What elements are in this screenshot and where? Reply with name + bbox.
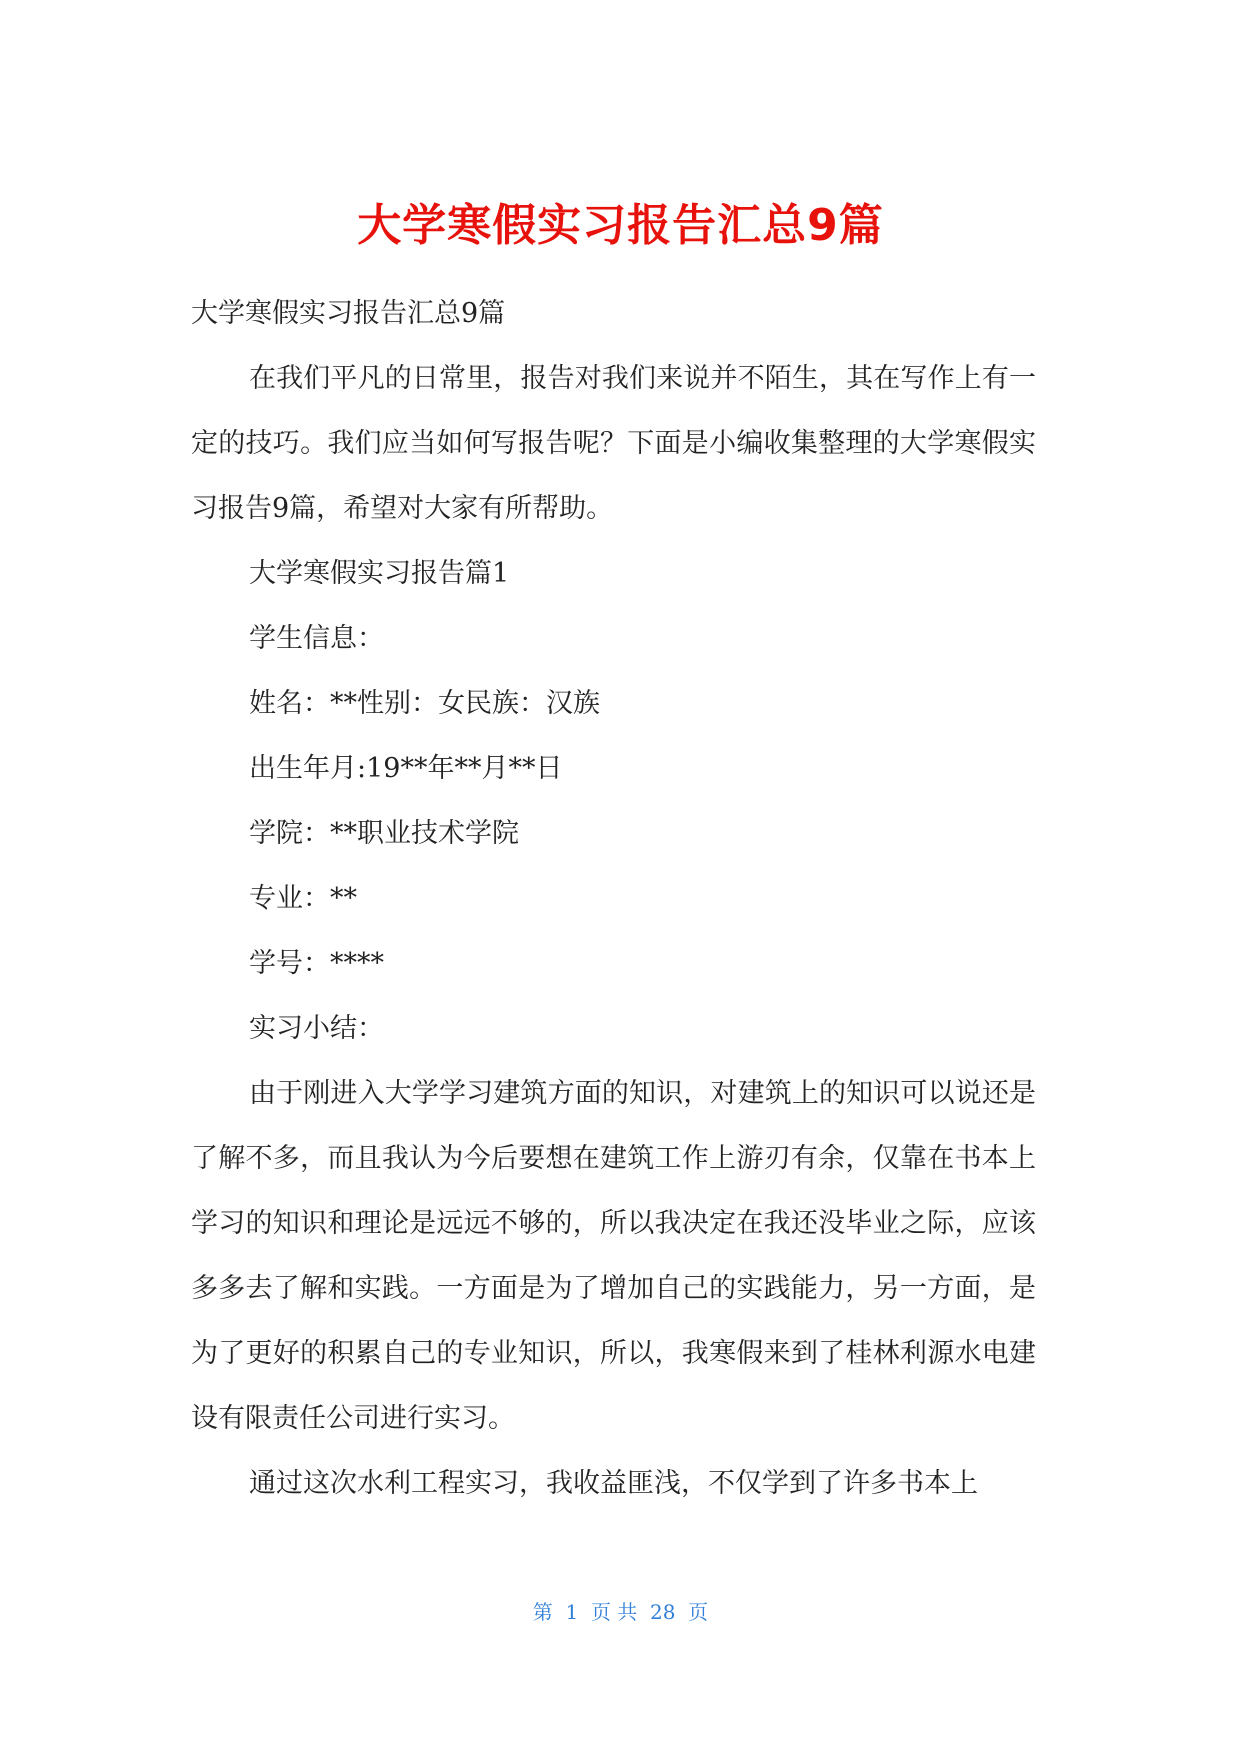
paragraph-intro: 在我们平凡的日常里，报告对我们来说并不陌生，其在写作上有一定的技巧。我们应当如何写报告呢？下面是小编收集整理的大学寒假实习报告9篇，希望对大家有所帮助。: [191, 363, 1036, 524]
paragraph-college: 学院：**职业技术学院: [249, 818, 519, 849]
paragraph-continued: 通过这次水利工程实习，我收益匪浅，不仅学到了许多书本上: [249, 1468, 978, 1499]
paragraph-student-info-label: 学生信息：: [249, 623, 384, 654]
page-footer: 第 1 页 共 28 页: [532, 1600, 709, 1624]
document-title: 大学寒假实习报告汇总9篇: [357, 200, 884, 251]
paragraph-subtitle: 大学寒假实习报告汇总9篇: [191, 298, 506, 329]
paragraph-summary-label: 实习小结：: [249, 1013, 384, 1044]
paragraph-birth-date: 出生年月:19**年**月**日: [249, 753, 563, 784]
paragraph-major: 专业：**: [249, 883, 357, 914]
paragraph-name-gender-ethnicity: 姓名：**性别：女民族：汉族: [249, 688, 600, 719]
paragraph-summary-body: 由于刚进入大学学习建筑方面的知识，对建筑上的知识可以说还是了解不多，而且我认为今后要想在建筑工作上游刃有余，仅靠在书本上学习的知识和理论是远远不够的，所以我决定在我还没毕业之际，应该多多去了解和实践。一方面是为了增加自己的实践能力，另一方面，是为了更好的积累自己的专业知识，所以，我寒假来到了桂林利源水电建设有限责任公司进行实习。: [191, 1078, 1036, 1434]
section-heading: 大学寒假实习报告篇1: [249, 558, 510, 589]
document-body: [191, 281, 1036, 1516]
paragraph-student-id: 学号：****: [249, 948, 384, 979]
